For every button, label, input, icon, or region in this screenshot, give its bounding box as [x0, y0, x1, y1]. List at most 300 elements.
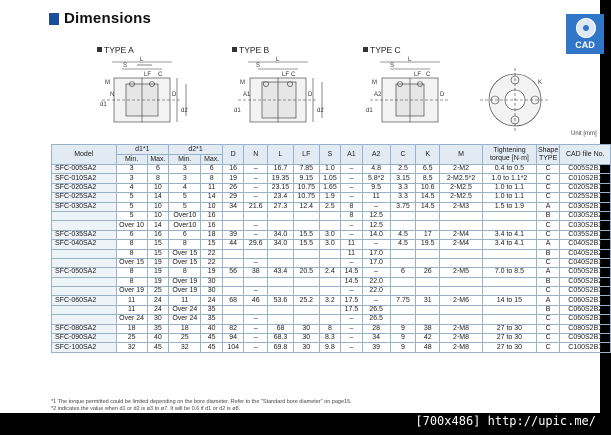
cell-lf: 10.75: [293, 193, 319, 202]
cell-a2: –: [362, 268, 390, 277]
cell-model: SFC-030SA2: [52, 202, 117, 211]
dim-label-c: C: [426, 72, 431, 78]
cell-shape: C: [536, 258, 560, 267]
cell-d2max: 35: [201, 305, 223, 314]
cell-torque: 1.5 to 1.9: [483, 202, 537, 211]
cell-n: 46: [244, 296, 268, 305]
header-d2-max: Max.: [201, 155, 223, 165]
table-row: [52, 165, 611, 174]
cell-n: –: [244, 174, 268, 183]
cell-d2max: 24: [201, 296, 223, 305]
cell-torque: 14 to 15: [483, 296, 537, 305]
cell-d2max: 45: [201, 334, 223, 343]
table-row: [52, 258, 611, 267]
header-shape: Shape TYPE: [536, 145, 560, 165]
cell-c: [390, 305, 416, 314]
dim-label-l: L: [276, 57, 280, 63]
table-row: [52, 193, 611, 202]
section-title: Dimensions: [64, 10, 152, 27]
cell-m: 2-M5: [440, 268, 483, 277]
cell-d2min: 3: [169, 174, 201, 183]
cell-a1: –: [341, 315, 363, 324]
cell-d1min: 32: [116, 343, 147, 352]
cell-model: SFC-035SA2: [52, 230, 117, 239]
cell-lf: [293, 277, 319, 286]
cell-c: [390, 258, 416, 267]
cell-shape: C: [536, 343, 560, 352]
cell-d1min: 11: [116, 305, 147, 314]
dim-label-lf: LF: [282, 72, 290, 78]
cell-torque: [483, 315, 537, 324]
cell-model: [52, 211, 117, 220]
cell-d1max: 40: [147, 334, 169, 343]
cell-d: [222, 305, 244, 314]
cell-model: SFC-005SA2: [52, 165, 117, 174]
cell-m: [440, 287, 483, 296]
cell-d2max: 30: [201, 277, 223, 286]
cell-model: [52, 221, 117, 230]
cell-shape: B: [536, 305, 560, 314]
header-a2: A2: [362, 145, 390, 165]
cell-m: [440, 258, 483, 267]
cell-d2min: 8: [169, 240, 201, 249]
cell-cad: C050S2B2: [560, 277, 611, 286]
section-marker: [49, 13, 59, 25]
cell-d1max: 45: [147, 343, 169, 352]
cell-d1min: 5: [116, 193, 147, 202]
cell-d1max: 14: [147, 193, 169, 202]
cell-d2max: 22: [201, 249, 223, 258]
type-a-label: TYPE A: [97, 45, 134, 55]
dim-label-m: M: [372, 80, 377, 86]
cell-l: 23.15: [268, 183, 294, 192]
cell-cad: C040S2B3: [560, 258, 611, 267]
cell-l: 19.35: [268, 174, 294, 183]
cell-cad: C060S2B2: [560, 305, 611, 314]
dim-label-l: L: [408, 57, 412, 63]
cell-a1: 17.5: [341, 296, 363, 305]
cell-c: 7.75: [390, 296, 416, 305]
cell-d1max: 8: [147, 174, 169, 183]
dim-label-k: K: [538, 80, 543, 86]
cell-k: 17: [416, 230, 440, 239]
cell-d1min: 8: [116, 277, 147, 286]
cell-d1min: 8: [116, 268, 147, 277]
cell-shape: A: [536, 296, 560, 305]
cell-model: [52, 277, 117, 286]
cell-d1min: 11: [116, 296, 147, 305]
dim-label-n: N: [110, 92, 115, 98]
cell-k: 14.5: [416, 202, 440, 211]
cell-c: 3.15: [390, 174, 416, 183]
cell-c: 9: [390, 334, 416, 343]
cell-shape: A: [536, 240, 560, 249]
cell-lf: [293, 287, 319, 296]
cell-d2max: 11: [201, 183, 223, 192]
cell-s: [319, 221, 341, 230]
cell-l: 23.4: [268, 193, 294, 202]
cell-shape: C: [536, 334, 560, 343]
cell-a1: –: [341, 165, 363, 174]
cell-d: 104: [222, 343, 244, 352]
cell-a2: –: [362, 202, 390, 211]
cell-m: 2-M4: [440, 230, 483, 239]
cell-torque: 1.0 to 1.1: [483, 193, 537, 202]
cell-d2min: 4: [169, 183, 201, 192]
cell-k: [416, 315, 440, 324]
cell-a1: 11: [341, 240, 363, 249]
cell-shape: B: [536, 249, 560, 258]
cell-a2: 39: [362, 343, 390, 352]
cell-d2min: Over 24: [169, 315, 201, 324]
cell-a2: 9.5: [362, 183, 390, 192]
cell-c: 3.3: [390, 183, 416, 192]
cell-d: 16: [222, 165, 244, 174]
cell-m: 2-M2.5: [440, 183, 483, 192]
cell-d2max: 35: [201, 315, 223, 324]
cell-d2min: Over 19: [169, 287, 201, 296]
cell-a2: –: [362, 240, 390, 249]
cell-a2: 22.0: [362, 287, 390, 296]
cell-torque: 3.4 to 4.1: [483, 240, 537, 249]
cell-a2: 14.0: [362, 230, 390, 239]
dim-label-d1: d1: [234, 108, 241, 114]
cell-a2: 17.0: [362, 258, 390, 267]
cell-s: 9.8: [319, 343, 341, 352]
dim-label-l: L: [140, 57, 144, 63]
cell-a1: –: [341, 324, 363, 333]
cell-d: 44: [222, 240, 244, 249]
cell-a1: –: [341, 334, 363, 343]
cell-cad: C100S2B1: [560, 343, 611, 352]
cell-shape: C: [536, 324, 560, 333]
cell-d: [222, 211, 244, 220]
cell-n: [244, 211, 268, 220]
cell-d1min: 8: [116, 240, 147, 249]
cell-model: SFC-020SA2: [52, 183, 117, 192]
dim-label-d2: d2: [181, 108, 188, 114]
header-d2: d2*1: [169, 145, 223, 155]
cell-n: [244, 277, 268, 286]
cell-k: [416, 211, 440, 220]
cell-a2: 28: [362, 324, 390, 333]
cell-d1min: 6: [116, 230, 147, 239]
cell-d2max: 8: [201, 174, 223, 183]
cell-c: [390, 277, 416, 286]
dim-label-m: M: [240, 80, 245, 86]
cell-l: 43.4: [268, 268, 294, 277]
cell-d1max: 10: [147, 202, 169, 211]
cell-m: [440, 277, 483, 286]
table-row: [52, 315, 611, 324]
cell-d1min: 25: [116, 334, 147, 343]
cell-s: 1.65: [319, 183, 341, 192]
cell-m: [440, 221, 483, 230]
table-row: [52, 277, 611, 286]
cell-d: 39: [222, 230, 244, 239]
dim-label-d1: d1: [366, 108, 373, 114]
cell-s: 8: [319, 324, 341, 333]
cell-cad: C025S2B1: [560, 193, 611, 202]
cell-cad: C080S2B1: [560, 324, 611, 333]
cell-lf: 15.5: [293, 230, 319, 239]
cell-d1min: 3: [116, 165, 147, 174]
cell-d1max: 14: [147, 221, 169, 230]
cell-lf: [293, 249, 319, 258]
cell-d2max: 16: [201, 221, 223, 230]
cell-d: [222, 315, 244, 324]
cell-a2: 34: [362, 334, 390, 343]
cell-a2: 26.5: [362, 315, 390, 324]
cell-a1: –: [341, 287, 363, 296]
cell-m: 2-M2.5: [440, 193, 483, 202]
cell-a1: –: [341, 193, 363, 202]
cell-a1: –: [341, 258, 363, 267]
cell-a2: 26.5: [362, 305, 390, 314]
cell-s: [319, 211, 341, 220]
cell-d: [222, 277, 244, 286]
cell-lf: [293, 258, 319, 267]
cell-model: [52, 315, 117, 324]
cell-m: [440, 315, 483, 324]
cell-lf: 10.75: [293, 183, 319, 192]
cell-n: –: [244, 230, 268, 239]
cell-l: 16.7: [268, 165, 294, 174]
table-row: [52, 324, 611, 333]
table-row: [52, 334, 611, 343]
cell-model: SFC-010SA2: [52, 174, 117, 183]
cell-l: [268, 287, 294, 296]
header-l: L: [268, 145, 294, 165]
cell-d1max: 19: [147, 277, 169, 286]
cell-lf: [293, 221, 319, 230]
cell-shape: A: [536, 268, 560, 277]
cell-torque: 27 to 30: [483, 334, 537, 343]
cell-d1max: 19: [147, 258, 169, 267]
cell-c: 9: [390, 324, 416, 333]
cell-m: 2-M8: [440, 324, 483, 333]
cell-a1: –: [341, 174, 363, 183]
header-torque: Tightening torque [N·m]: [483, 145, 537, 165]
cell-s: 1.9: [319, 193, 341, 202]
cell-a2: 4.8: [362, 165, 390, 174]
header-d2-min: Min.: [169, 155, 201, 165]
cell-d2max: 16: [201, 211, 223, 220]
cell-n: –: [244, 334, 268, 343]
cell-k: 31: [416, 296, 440, 305]
cell-s: 3.0: [319, 240, 341, 249]
header-d1-min: Min.: [116, 155, 147, 165]
cell-d1min: Over 10: [116, 221, 147, 230]
cell-k: 6.5: [416, 165, 440, 174]
cell-torque: 27 to 30: [483, 343, 537, 352]
table-row: [52, 174, 611, 183]
cell-d2min: 11: [169, 296, 201, 305]
cell-d1min: 18: [116, 324, 147, 333]
cell-s: [319, 305, 341, 314]
cell-l: 68.3: [268, 334, 294, 343]
cell-k: 42: [416, 334, 440, 343]
cell-shape: C: [536, 193, 560, 202]
cell-n: –: [244, 324, 268, 333]
cell-model: SFC-060SA2: [52, 296, 117, 305]
header-lf: LF: [293, 145, 319, 165]
dim-label-d: D: [308, 92, 313, 98]
type-b-label: TYPE B: [232, 45, 269, 55]
cell-d2min: 25: [169, 334, 201, 343]
cell-n: –: [244, 343, 268, 352]
header-m: M: [440, 145, 483, 165]
cell-c: [390, 211, 416, 220]
cell-d2min: Over 15: [169, 249, 201, 258]
cell-m: 2-M4: [440, 240, 483, 249]
cell-lf: [293, 305, 319, 314]
cell-model: SFC-050SA2: [52, 268, 117, 277]
cell-a2: 12.5: [362, 211, 390, 220]
table-row: [52, 183, 611, 192]
cell-lf: 12.4: [293, 202, 319, 211]
cell-cad: C050S2B1: [560, 268, 611, 277]
cell-lf: 30: [293, 334, 319, 343]
cell-k: [416, 221, 440, 230]
cell-d2max: 40: [201, 324, 223, 333]
cell-k: 19.5: [416, 240, 440, 249]
cell-s: [319, 277, 341, 286]
cell-lf: [293, 315, 319, 324]
table-row: [52, 240, 611, 249]
cell-d1max: 24: [147, 296, 169, 305]
dimensions-table: [51, 144, 611, 353]
cell-model: SFC-080SA2: [52, 324, 117, 333]
cell-cad: C030S2B2: [560, 211, 611, 220]
header-a1: A1: [341, 145, 363, 165]
cell-s: [319, 249, 341, 258]
cad-badge[interactable]: [566, 14, 604, 54]
cell-l: [268, 221, 294, 230]
table-row: [52, 202, 611, 211]
cell-c: [390, 315, 416, 324]
cell-model: [52, 249, 117, 258]
cell-lf: 30: [293, 324, 319, 333]
dim-label-c: C: [158, 72, 163, 78]
cell-c: 3.75: [390, 202, 416, 211]
cell-cad: C030S2B1: [560, 202, 611, 211]
cell-cad: C040S2B2: [560, 249, 611, 258]
cell-k: 8.5: [416, 174, 440, 183]
cell-d2max: 18: [201, 230, 223, 239]
cell-d1min: Over 24: [116, 315, 147, 324]
cell-k: [416, 249, 440, 258]
cell-model: SFC-090SA2: [52, 334, 117, 343]
cell-torque: [483, 277, 537, 286]
type-b-drawing: [228, 54, 328, 134]
cell-s: 2.4: [319, 268, 341, 277]
cell-s: [319, 258, 341, 267]
dim-label-s: S: [390, 63, 395, 69]
cell-torque: [483, 221, 537, 230]
cell-d1min: 3: [116, 174, 147, 183]
cell-m: 2-M2.5*2: [440, 174, 483, 183]
cell-c: [390, 249, 416, 258]
cell-k: [416, 277, 440, 286]
cell-shape: C: [536, 183, 560, 192]
cell-d: 19: [222, 174, 244, 183]
cell-k: 38: [416, 324, 440, 333]
cell-c: [390, 287, 416, 296]
cell-cad: C010S2B1: [560, 174, 611, 183]
cell-d2max: 22: [201, 258, 223, 267]
cell-l: [268, 249, 294, 258]
cell-c: 9: [390, 343, 416, 352]
cell-l: [268, 277, 294, 286]
cell-torque: 1.0 to 1.1: [483, 183, 537, 192]
cell-n: 21.6: [244, 202, 268, 211]
cell-lf: 15.5: [293, 240, 319, 249]
cell-a1: 14.5: [341, 277, 363, 286]
cell-cad: C005S2B1: [560, 165, 611, 174]
cell-d1max: 24: [147, 305, 169, 314]
cell-k: 10.6: [416, 183, 440, 192]
cell-d2min: 3: [169, 165, 201, 174]
cell-d: 26: [222, 183, 244, 192]
cell-d1min: 5: [116, 211, 147, 220]
dim-label-d: D: [172, 92, 177, 98]
cell-m: 2-M8: [440, 334, 483, 343]
cell-model: SFC-100SA2: [52, 343, 117, 352]
dim-label-s: S: [256, 63, 261, 69]
cell-lf: 9.15: [293, 174, 319, 183]
dim-label-d1: d1: [100, 102, 107, 108]
cell-s: 2.5: [319, 202, 341, 211]
cell-d2min: 8: [169, 268, 201, 277]
cell-torque: [483, 258, 537, 267]
cell-d2max: 30: [201, 287, 223, 296]
table-row: [52, 343, 611, 352]
cell-s: [319, 315, 341, 324]
cell-d2max: 19: [201, 268, 223, 277]
cell-shape: A: [536, 202, 560, 211]
cell-d2min: Over 24: [169, 305, 201, 314]
cell-l: 53.6: [268, 296, 294, 305]
cell-a2: –: [362, 296, 390, 305]
cell-shape: C: [536, 174, 560, 183]
cell-cad: C050S2B3: [560, 287, 611, 296]
cd-disc-icon: [576, 18, 596, 38]
cell-n: [244, 305, 268, 314]
cell-d1max: 30: [147, 315, 169, 324]
cell-torque: 0.4 to 0.5: [483, 165, 537, 174]
cell-cad: C060S2B3: [560, 315, 611, 324]
cell-d1max: 25: [147, 287, 169, 296]
cell-d2min: 32: [169, 343, 201, 352]
cell-l: 34.0: [268, 230, 294, 239]
table-row: [52, 296, 611, 305]
cell-cad: C040S2B1: [560, 240, 611, 249]
cell-torque: [483, 211, 537, 220]
cell-d: 29: [222, 193, 244, 202]
cell-torque: 7.0 to 8.5: [483, 268, 537, 277]
cell-d1min: 4: [116, 183, 147, 192]
cell-d2min: 5: [169, 202, 201, 211]
cell-lf: 30: [293, 343, 319, 352]
cell-m: 2-M6: [440, 296, 483, 305]
cell-a2: 11: [362, 193, 390, 202]
cell-d1min: 8: [116, 249, 147, 258]
cell-n: –: [244, 165, 268, 174]
cell-l: 34.0: [268, 240, 294, 249]
cell-a2: 17.0: [362, 249, 390, 258]
cell-s: [319, 287, 341, 296]
